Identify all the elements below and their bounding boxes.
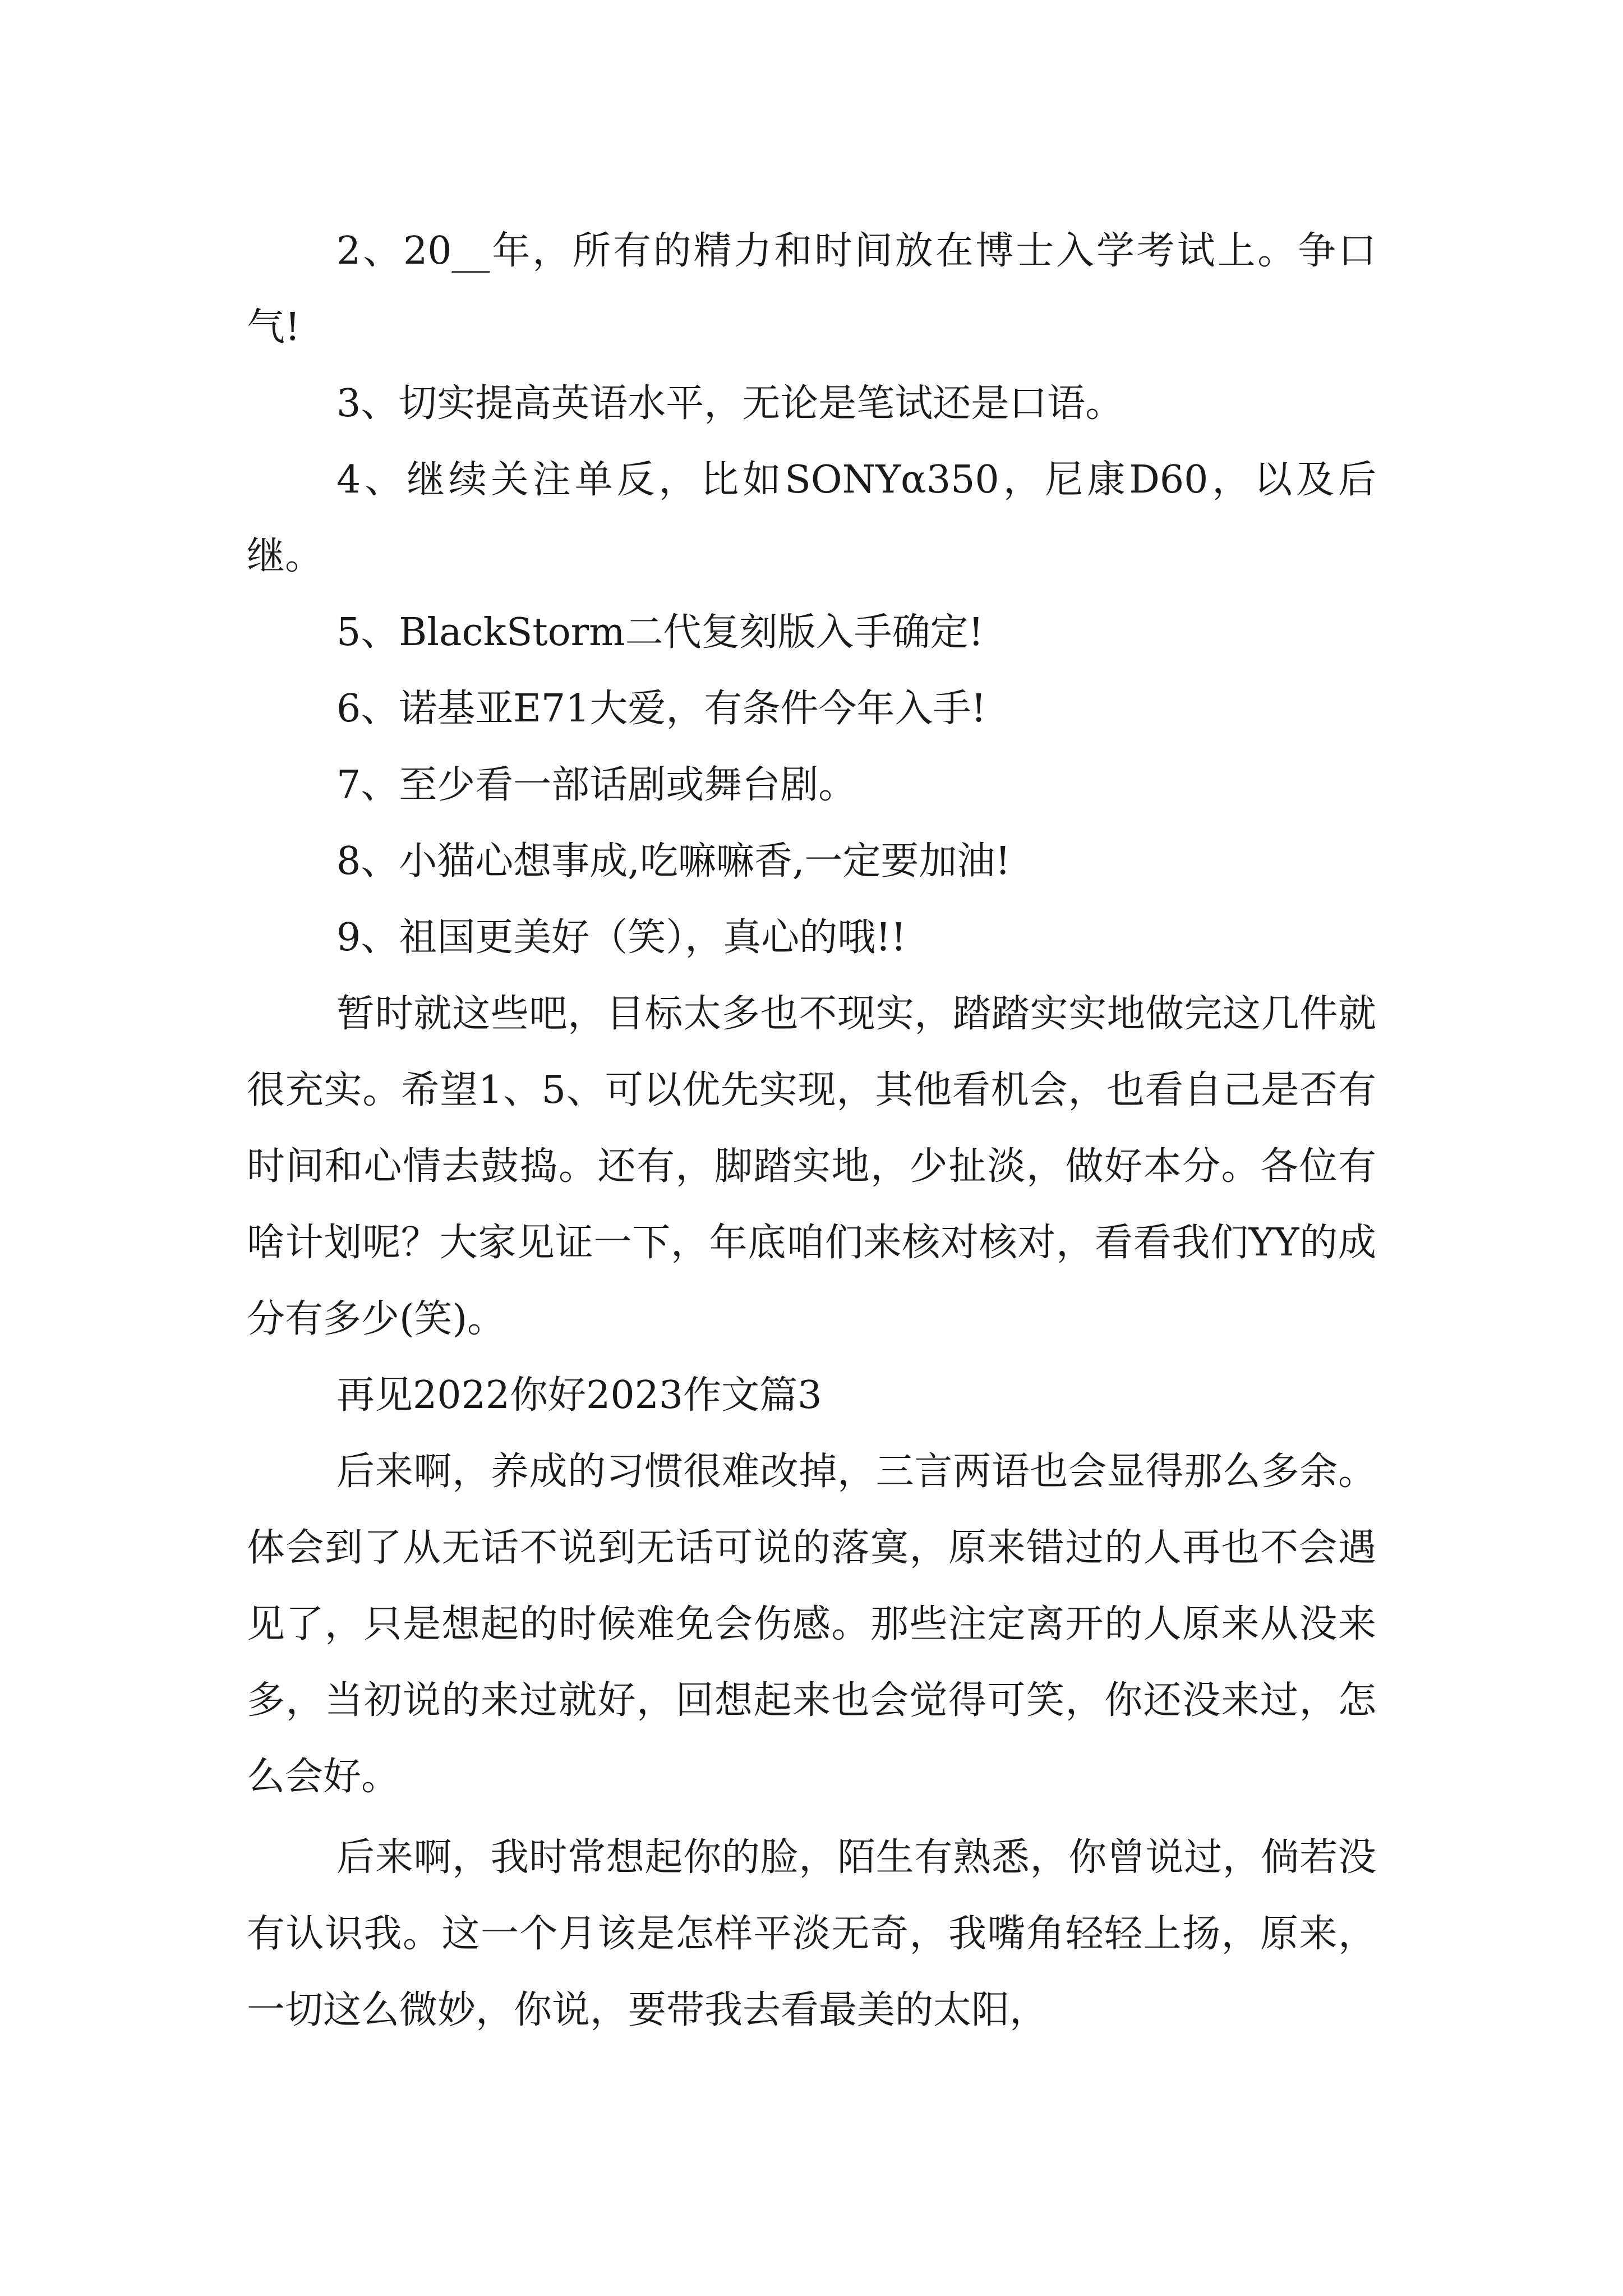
paragraph-goal-6: 6、诺基亚E71大爱，有条件今年入手!: [336, 687, 986, 731]
paragraph-goal-7: 7、至少看一部话剧或舞台剧。: [336, 763, 857, 807]
paragraph-goal-9: 9、祖国更美好（笑），真心的哦!!: [336, 915, 906, 960]
section-heading: 再见2022你好2023作文篇3: [336, 1373, 822, 1418]
paragraph-summary: 暂时就这些吧，目标太多也不现实，踏踏实实地做完这几件就很充实。希望1、5、可以优先实现，其他看机会，也看自己是否有时间和心情去鼓捣。还有，脚踏实地，少扯淡，做好本分。各位有啥计划呢？大家见证一下，年底咱们来核对核对，看看我们YY的成分有多少(笑)。: [247, 992, 1376, 1341]
paragraph-goal-5: 5、BlackStorm二代复刻版入手确定!: [336, 610, 984, 655]
paragraph-goal-4: 4、继续关注单反，比如SONYα350，尼康D60，以及后继。: [247, 458, 1376, 578]
paragraph-goal-3: 3、切实提高英语水平，无论是笔试还是口语。: [336, 381, 1124, 426]
paragraph-goal-2: 2、20__年，所有的精力和时间放在博士入学考试上。争口气!: [247, 229, 1376, 349]
paragraph-essay-2: 后来啊，我时常想起你的脸，陌生有熟悉，你曾说过，倘若没有认识我。这一个月该是怎样平淡无奇，我嘴角轻轻上扬，原来，一切这么微妙，你说，要带我去看最美的太阳，: [247, 1835, 1376, 2032]
paragraph-goal-8: 8、小猫心想事成,吃嘛嘛香,一定要加油!: [336, 839, 1011, 884]
paragraph-essay-1: 后来啊，养成的习惯很难改掉，三言两语也会显得那么多余。体会到了从无话不说到无话可说的落寞，原来错过的人再也不会遇见了，只是想起的时候难免会伤感。那些注定离开的人原来从没来多，当初说的来过就好，回想起来也会觉得可笑，你还没来过，怎么会好。: [247, 1450, 1376, 1799]
